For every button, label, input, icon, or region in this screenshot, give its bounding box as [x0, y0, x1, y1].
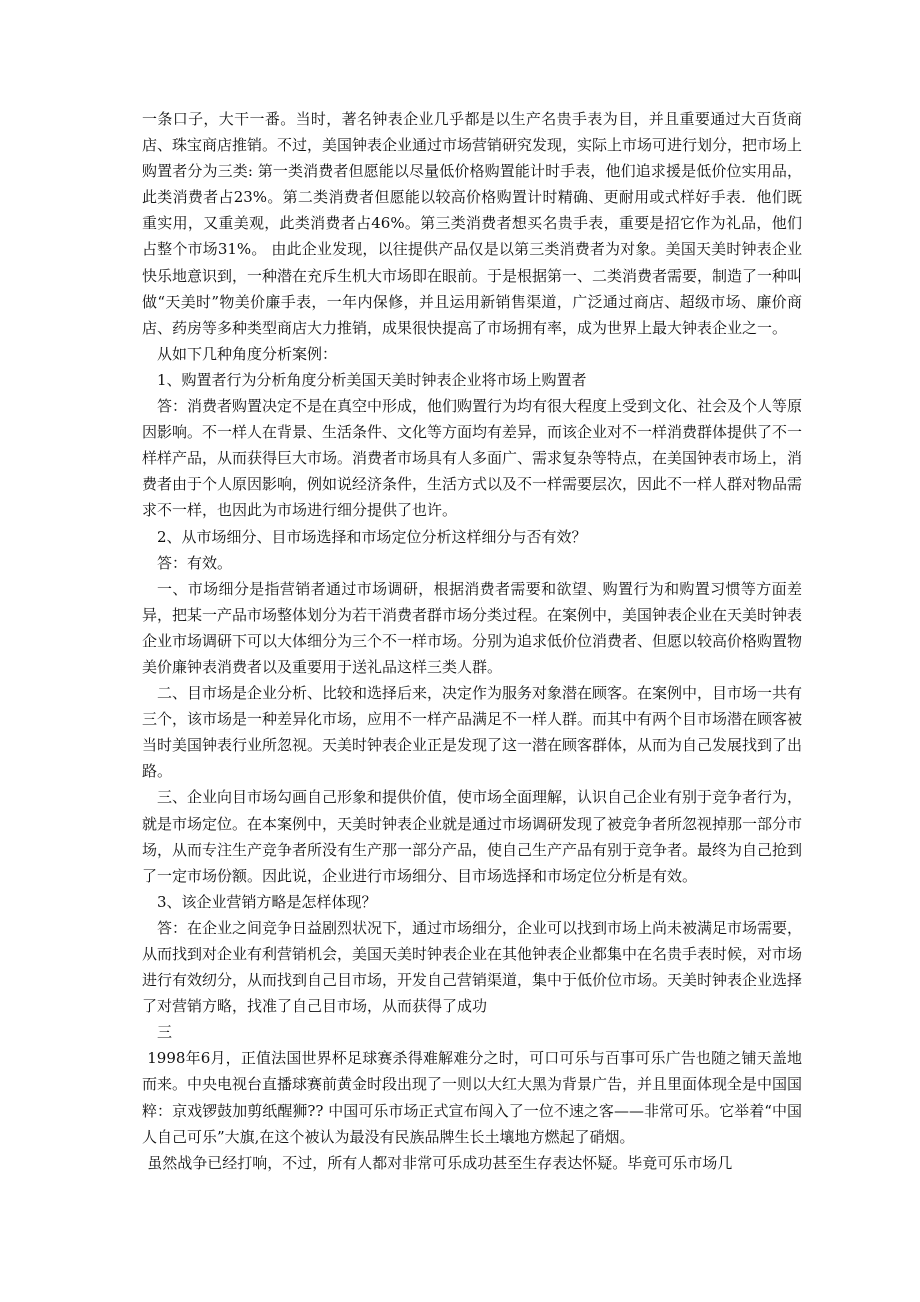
document-body	[142, 106, 802, 1176]
paragraph-watch-market-intro: 一条口子，大干一番。当时，著名钟表企业几乎都是以生产名贵手表为目，并且重要通过大百货商店、珠宝商店推销。不过，美国钟表企业通过市场营销研究发现，实际上市场可进行划分，把市场上购置者分为三类: 第一类消费者但愿能以尽量低价格购置能计时手表，他们追求援是低价位实用品，此类消费者占23%。第二类消费者但愿能以较高价格购置计时精确、更耐用或式样好手表．他们既重实用，又重美观，此类消费者占46%。第三类消费者想买名贵手表，重要是招它作为礼品，他们占整个市场31%。 由此企业发现，以往提供产品仅是以第三类消费者为对象。美国天美时钟表企业快乐地意识到，一种潜在充斥生机大市场即在眼前。于是根据第一、二类消费者需要，制造了一种叫做“天美时”物美价廉手表，一年内保修，并且运用新销售渠道，广泛通过商店、超级市场、廉价商店、药房等多种类型商店大力推销，成果很快提高了市场拥有率，成为世界上最大钟表企业之一。	[142, 110, 803, 337]
paragraph-analysis-angles: 从如下几种角度分析案例：	[157, 344, 338, 363]
question-3: 3、该企业营销方略是怎样体现？	[157, 892, 377, 911]
answer-2-part-3: 三、企业向目市场勾画自己形象和提供价值，使市场全面理解，认识自己企业有别于竞争者行为，就是市场定位。在本案例中，天美时钟表企业就是通过市场调研发现了被竞争者所忽视掉那一部分市场，从而专注生产竞争者所没有生产那一部分产品，使自己生产产品有别于竞争者。最终为自己抢到了一定市场份额。因此说，企业进行市场细分、目市场选择和市场定位分析是有效。	[142, 788, 803, 885]
answer-2-part-2: 二、目市场是企业分析、比较和选择后来，决定作为服务对象潜在顾客。在案例中，目市场一共有三个，该市场是一种差异化市场，应用不一样产品满足不一样人群。而其中有两个目市场潜在顾客被当时美国钟表行业所忽视。天美时钟表企业正是发现了这一潜在顾客群体，从而为自己发展找到了出路。	[142, 684, 803, 781]
question-1: 1、购置者行为分析角度分析美国天美时钟表企业将市场上购置者	[157, 370, 587, 389]
paragraph-cola-intro: 1998年6月，正值法国世界杯足球赛杀得难解难分之时，可口可乐与百事可乐广告也随之铺天盖地而来。中央电视台直播球赛前黄金时段出现了一则以大红大黑为背景广告，并且里面体现全是中国国粹：京戏锣鼓加剪纸醒狮?? 中国可乐市场正式宣布闯入了一位不速之客——非常可乐。它举着“中国人自己可乐”大旗,在这个被认为最没有民族品牌生长土壤地方燃起了硝烟。	[142, 1049, 803, 1146]
paragraph-cola-doubt: 虽然战争已经打响，不过，所有人都对非常可乐成功甚至生存表达怀疑。毕竟可乐市场几	[147, 1153, 733, 1172]
answer-3: 答：在企业之间竞争日益剧烈状况下，通过市场细分，企业可以找到市场上尚未被满足市场需要，从而找到对企业有利营销机会，美国天美时钟表企业在其他钟表企业都集中在名贵手表时候，对市场进行有效纫分，从而找到自己目市场，开发自己营销渠道，集中于低价位市场。天美时钟表企业选择了对营销方略，找准了自己目市场，从而获得了成功	[142, 918, 803, 1016]
answer-2-short: 答：有效。	[157, 553, 233, 572]
answer-2-part-1: 一、市场细分是指营销者通过市场调研，根据消费者需要和欲望、购置行为和购置习惯等方面差异，把某一产品市场整体划分为若干消费者群市场分类过程。在案例中，美国钟表企业在天美时钟表企业市场调研下可以大体细分为三个不一样市场。分别为追求低价位消费者、但愿以较高价格购置物美价廉钟表消费者以及重要用于送礼品这样三类人群。	[142, 579, 803, 676]
question-2: 2、从市场细分、目市场选择和市场定位分析这样细分与否有效？	[157, 527, 587, 546]
answer-1: 答：消费者购置决定不是在真空中形成，他们购置行为均有很大程度上受到文化、社会及个人等原因影响。不一样人在背景、生活条件、文化等方面均有差异，而该企业对不一样消费群体提供了不一样样产品，从而获得巨大市场。消费者市场具有人多面广、需求复杂等特点，在美国钟表市场上，消费者由于个人原因影响，例如说经济条件，生活方式以及不一样需要层次，因此不一样人群对物品需求不一样，也因此为市场进行细分提供了也许。	[142, 397, 803, 520]
section-heading-three: 三	[157, 1023, 173, 1042]
